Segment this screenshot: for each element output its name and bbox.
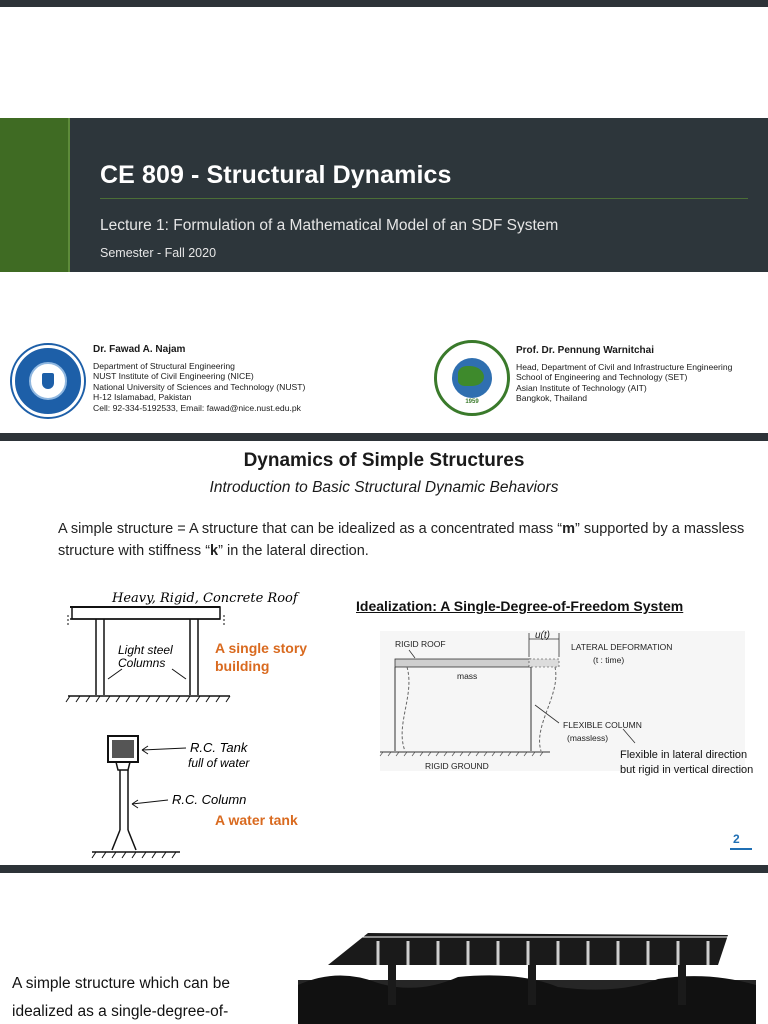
title-divider (100, 198, 748, 199)
diagram-rigid-ground: RIGID GROUND (425, 761, 489, 771)
sketch-roof-label: Heavy, Rigid, Concrete Roof (112, 591, 298, 606)
ait-globe (452, 358, 492, 398)
page-number-underline (730, 848, 752, 850)
author-1-line: H-12 Islamabad, Pakistan (93, 392, 192, 402)
author-2-name: Prof. Dr. Pennung Warnitchai (516, 345, 654, 356)
flexibility-note-line: but rigid in vertical direction (620, 764, 754, 776)
author-1-line: Cell: 92-334-5192533, Email: fawad@nice.nust.edu.pk (93, 402, 301, 413)
author-2-line: Head, Department of Civil and Infrastructure Engineering (516, 361, 733, 372)
author-1-line: Department of Structural Engineering (93, 360, 235, 371)
sketch-columns-label: Columns (118, 656, 166, 670)
slide2-title: Dynamics of Simple Structures (243, 450, 525, 471)
author-2-line: Asian Institute of Technology (AIT) (516, 382, 647, 393)
title-panel (0, 118, 768, 272)
diagram-flexible-column: FLEXIBLE COLUMN (563, 720, 642, 730)
accent-block (0, 118, 70, 272)
slide2-subtitle: Introduction to Basic Structural Dynamic Behaviors (209, 479, 559, 496)
slide-separator (0, 865, 768, 873)
author-2-line: Bangkok, Thailand (516, 393, 588, 403)
diagram-displacement: u(t) (535, 630, 550, 641)
diagram-lateral-deformation: LATERAL DEFORMATION (571, 642, 673, 652)
definition-stiffness-symbol: k (210, 543, 219, 559)
ait-seal-year: 1959 (465, 399, 479, 405)
ait-logo (434, 340, 510, 416)
building-label-2: building (215, 658, 270, 674)
slide-separator (0, 433, 768, 441)
sketch-column-label: R.C. Column (172, 792, 247, 807)
author-1-block (93, 345, 305, 413)
sketch-tank-label: full of water (188, 756, 250, 770)
lecture-title: Lecture 1: Formulation of a Mathematical Model of an SDF System (100, 217, 559, 234)
diagram-time-note: (t : time) (593, 655, 625, 665)
definition-text: ” supported by a massless structure with stiffness “ (58, 521, 745, 559)
water-tank-sketch (80, 730, 310, 865)
flexibility-note-line: Flexible in lateral direction (620, 749, 748, 761)
water-tank-label: A water tank (215, 812, 298, 828)
building-label-1: A single story (215, 640, 308, 656)
definition-text: ” in the lateral direction. (218, 543, 369, 559)
idealization-title: Idealization: A Single-Degree-of-Freedom System (356, 598, 684, 614)
sketch-tank-label: R.C. Tank (190, 740, 248, 755)
slide-separator-top (0, 0, 768, 7)
author-2-block (516, 346, 732, 404)
diagram-rigid-roof: RIGID ROOF (395, 639, 446, 649)
flexibility-note (620, 748, 753, 778)
semester-label: Semester - Fall 2020 (100, 246, 217, 260)
slide2-definition (58, 518, 748, 562)
building-photo (298, 905, 756, 1024)
diagram-massless: (massless) (567, 733, 609, 743)
course-title: CE 809 - Structural Dynamics (100, 161, 452, 189)
nust-logo-emblem (29, 362, 67, 400)
slide3-text: A simple structure which can be idealized as a single-degree-of- (12, 975, 230, 1020)
author-1-line: National University of Sciences and Technology (NUST) (93, 381, 306, 392)
definition-mass-symbol: m (562, 521, 576, 537)
author-2-line: School of Engineering and Technology (SET) (516, 372, 688, 382)
author-1-line: NUST Institute of Civil Engineering (NICE) (93, 371, 254, 381)
author-1-name: Dr. Fawad A. Najam (93, 344, 186, 355)
diagram-mass-label: mass (457, 671, 478, 681)
definition-text: A simple structure = A structure that can be idealized as a concentrated mass “ (58, 521, 563, 537)
nust-logo (12, 345, 84, 417)
page-number: 2 (733, 832, 740, 846)
sketch-columns-label: Light steel (118, 643, 173, 657)
